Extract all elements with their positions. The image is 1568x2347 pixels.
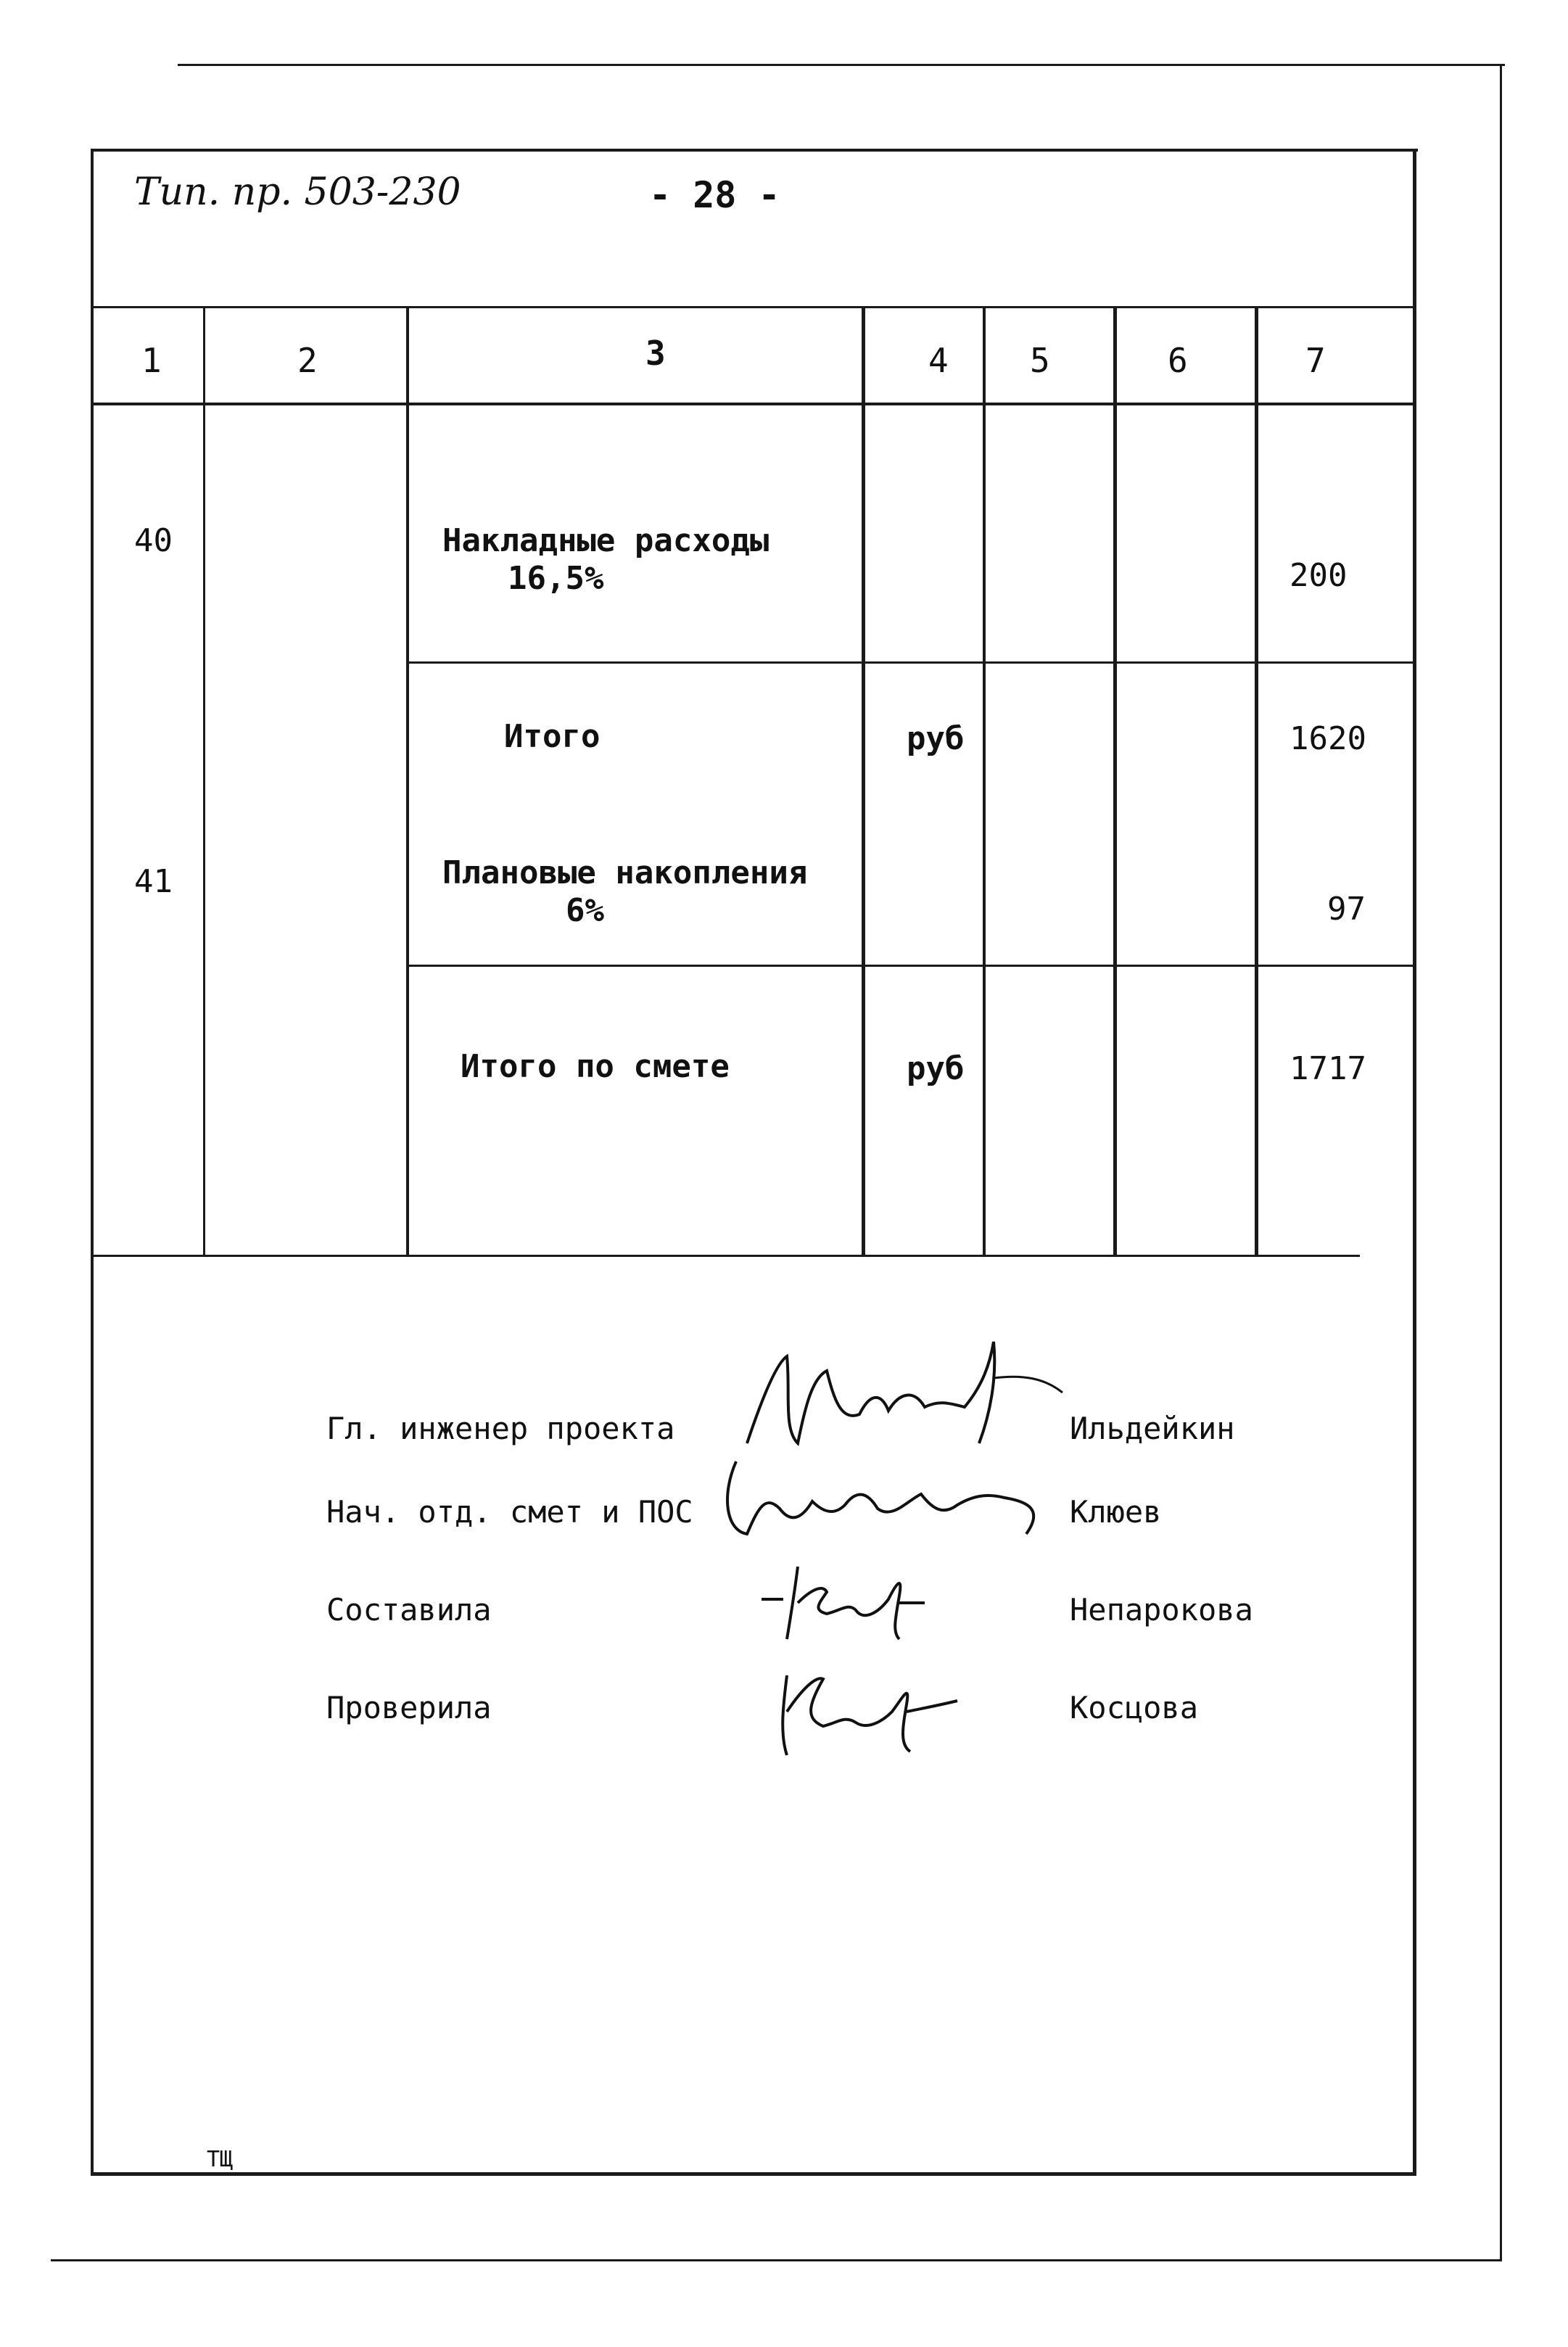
col-line-6 <box>1255 306 1258 1255</box>
col-line-1 <box>203 306 205 1255</box>
frame-left <box>91 149 94 2176</box>
outer-border-top <box>178 64 1505 66</box>
outer-border-right <box>1500 64 1502 2261</box>
col-line-4 <box>983 306 986 1255</box>
handwritten-signature-2 <box>714 1451 1062 1545</box>
row-rate-overhead: 16,5% <box>508 560 604 597</box>
row-rate-planned-savings: 6% <box>566 892 604 929</box>
row-value-overhead: 200 <box>1290 557 1348 594</box>
signature-name-chief-engineer: Ильдейкин <box>1070 1411 1235 1446</box>
frame-bottom <box>91 2172 1416 2176</box>
col-header-7: 7 <box>1305 341 1326 380</box>
row-separator-1 <box>406 661 1413 664</box>
signature-name-checked: Косцова <box>1070 1690 1199 1725</box>
col-line-5 <box>1113 306 1117 1255</box>
col-header-3: 3 <box>645 334 666 373</box>
col-header-4: 4 <box>928 341 949 380</box>
header-bottom-line <box>91 403 1416 405</box>
row-unit-estimate-total: руб <box>907 1050 965 1087</box>
row-name-planned-savings: Плановые накопления <box>442 854 808 891</box>
row-unit-subtotal: руб <box>907 720 965 757</box>
signature-name-dept-head: Клюев <box>1070 1494 1162 1530</box>
row-number-41: 41 <box>134 863 173 900</box>
col-line-2 <box>406 306 409 1255</box>
signature-role-chief-engineer: Гл. инженер проекта <box>326 1411 675 1446</box>
col-header-1: 1 <box>141 341 162 380</box>
row-name-estimate-total: Итого по смете <box>461 1048 730 1085</box>
row-value-estimate-total: 1717 <box>1290 1050 1366 1087</box>
row-name-overhead: Накладные расходы <box>442 522 769 559</box>
row-number-40: 40 <box>134 522 173 559</box>
frame-top <box>91 149 1418 152</box>
row-separator-2 <box>406 965 1413 967</box>
col-line-3 <box>862 306 865 1255</box>
project-reference: Тип. пр. 503-230 <box>134 170 461 214</box>
frame-right <box>1413 149 1416 2176</box>
handwritten-signature-1 <box>733 1335 1066 1458</box>
signature-role-dept-head: Нач. отд. смет и ПОС <box>326 1494 693 1530</box>
outer-border-bottom <box>51 2259 1501 2261</box>
page-number: - 28 - <box>649 174 780 216</box>
table-top-line <box>91 306 1416 308</box>
table-bottom-line <box>91 1255 1360 1257</box>
footer-mark: ТЩ <box>207 2147 234 2172</box>
signature-role-compiled: Составила <box>326 1592 492 1628</box>
row-value-subtotal: 1620 <box>1290 720 1366 757</box>
col-header-5: 5 <box>1030 341 1050 380</box>
handwritten-signature-3 <box>754 1559 943 1646</box>
row-value-planned-savings: 97 <box>1327 891 1366 928</box>
handwritten-signature-4 <box>765 1661 961 1762</box>
row-name-subtotal: Итого <box>504 718 601 755</box>
signature-name-compiled: Непарокова <box>1070 1592 1253 1628</box>
col-header-2: 2 <box>297 341 318 380</box>
signature-role-checked: Проверила <box>326 1690 492 1725</box>
col-header-6: 6 <box>1168 341 1188 380</box>
